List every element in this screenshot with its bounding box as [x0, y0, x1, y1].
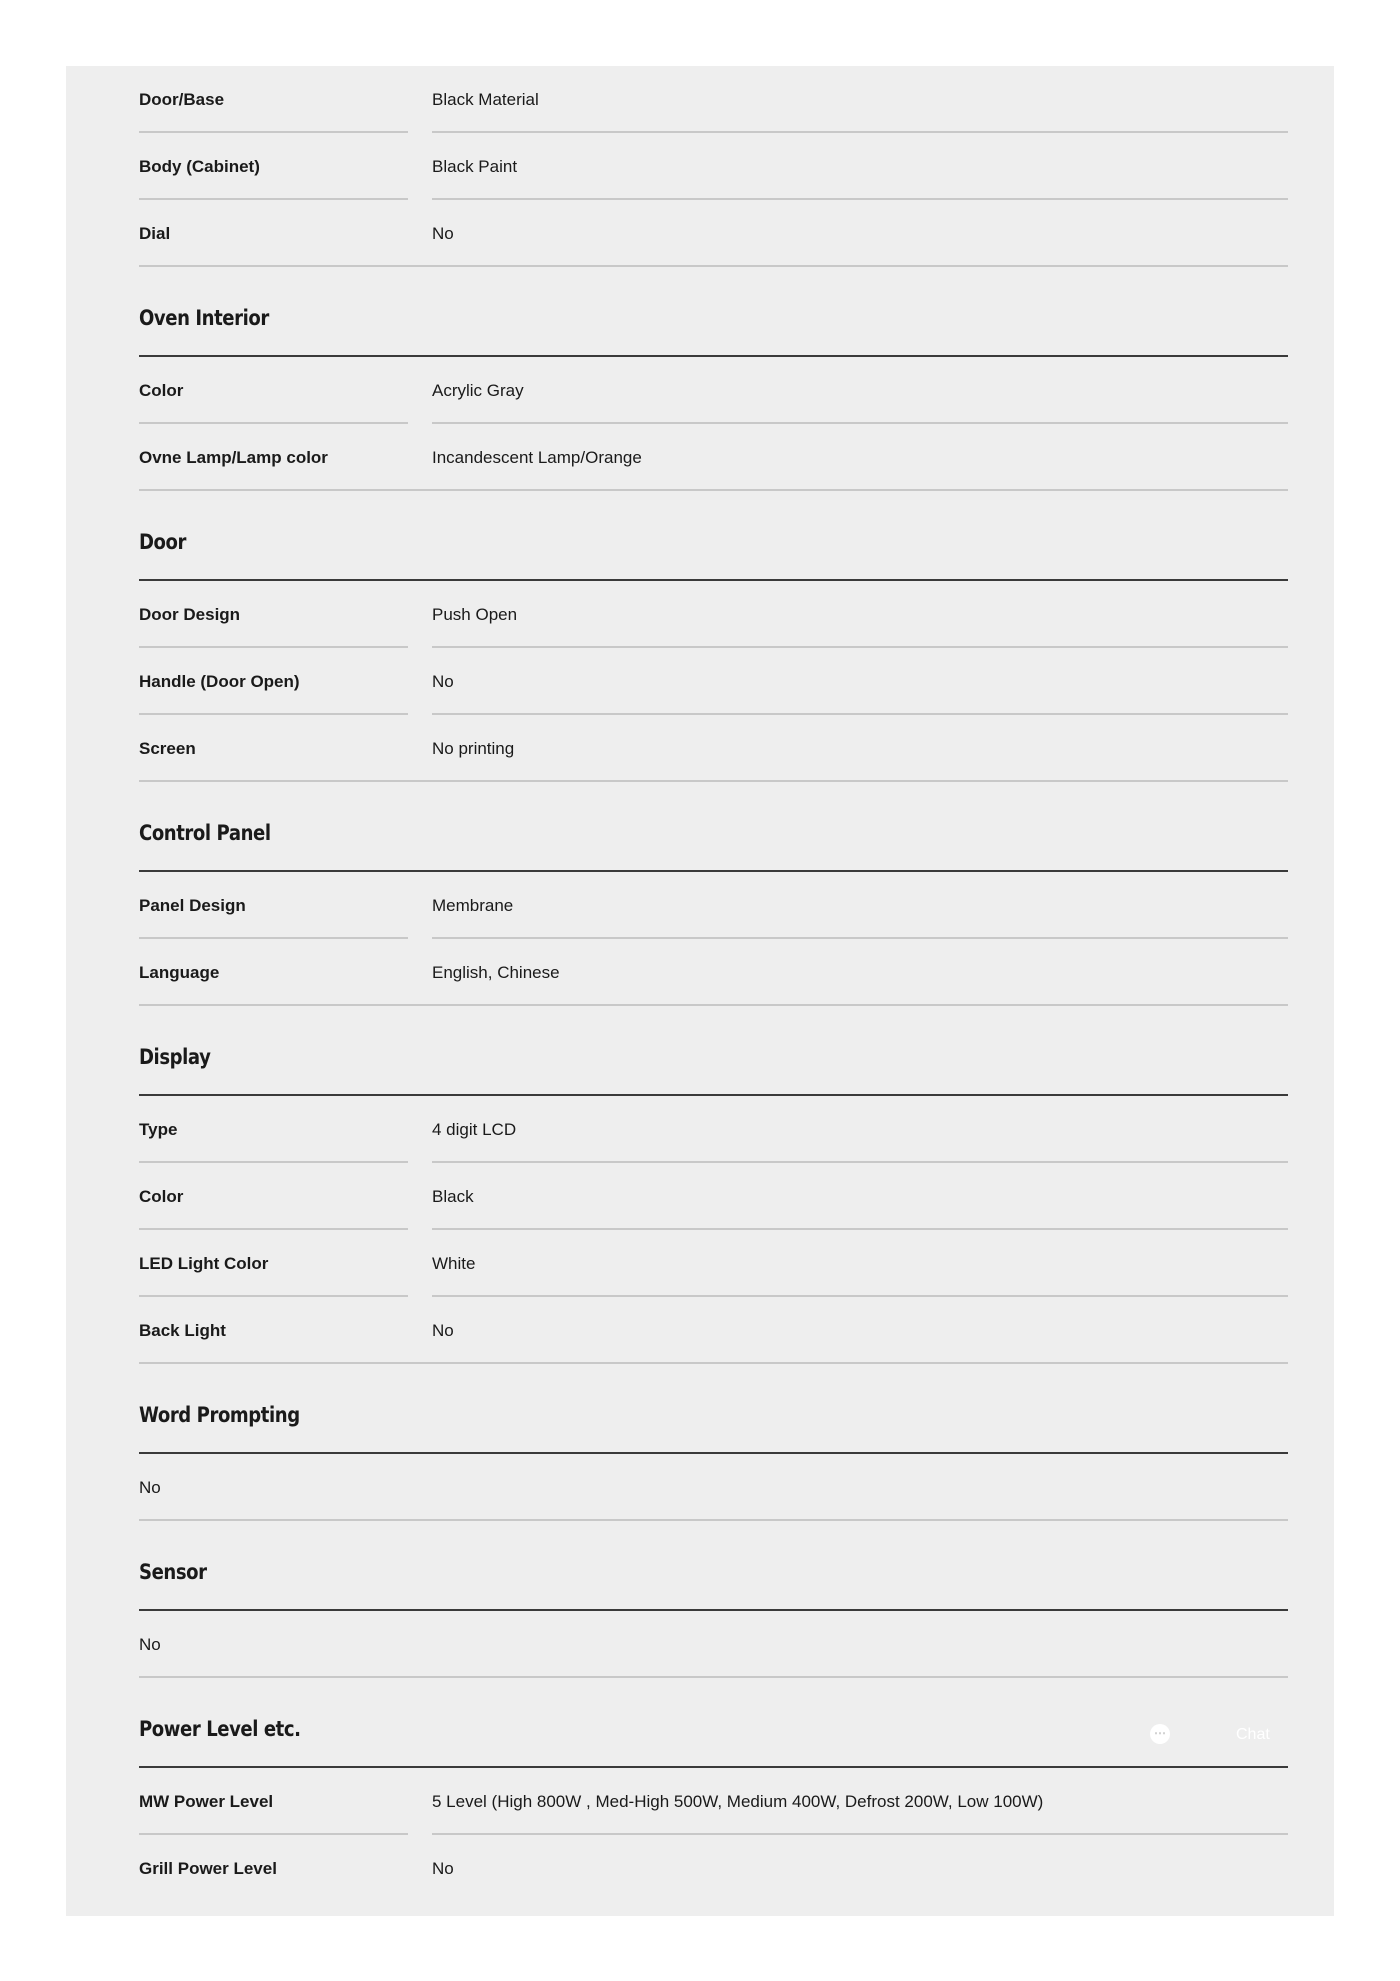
section-header-door — [139, 491, 1288, 581]
spec-label: Panel Design — [139, 896, 246, 915]
spec-value: No — [432, 1321, 454, 1340]
spec-value: Black Paint — [432, 157, 518, 176]
spec-row — [139, 1230, 1288, 1297]
section-title: Word Prompting — [139, 1403, 300, 1427]
spec-label: Grill Power Level — [139, 1859, 277, 1878]
spec-label: Dial — [139, 224, 171, 243]
spec-row — [139, 581, 1288, 648]
spec-row — [139, 1768, 1288, 1835]
section-title: Display — [139, 1045, 211, 1069]
spec-label: Door/Base — [139, 90, 225, 109]
spec-row — [139, 1096, 1288, 1163]
section-header-display — [139, 1006, 1288, 1096]
spec-row — [139, 1835, 1288, 1895]
spec-value: Push Open — [432, 605, 518, 624]
spec-value: No — [432, 1859, 454, 1878]
spec-row — [139, 1454, 1288, 1521]
chat-bubble-icon[interactable]: ⋯ — [1150, 1724, 1170, 1744]
section-header-sensor — [139, 1521, 1288, 1611]
section-title: Oven Interior — [139, 306, 269, 330]
spec-row — [139, 1297, 1288, 1364]
section-title: Power Level etc. — [139, 1717, 301, 1741]
spec-row — [139, 133, 1288, 200]
spec-value: No — [139, 1635, 161, 1654]
spec-row — [139, 357, 1288, 424]
spec-value: No — [432, 672, 454, 691]
spec-label: Language — [139, 963, 220, 982]
section-header-word-prompting — [139, 1364, 1288, 1454]
spec-value: Black Material — [432, 90, 539, 109]
spec-label: MW Power Level — [139, 1792, 274, 1811]
spec-label: LED Light Color — [139, 1254, 269, 1273]
spec-value: English, Chinese — [432, 963, 560, 982]
spec-label: Ovne Lamp/Lamp color — [139, 448, 328, 467]
spec-label: Color — [139, 1187, 184, 1206]
spec-label: Door Design — [139, 605, 241, 624]
spec-row — [139, 872, 1288, 939]
spec-value: 4 digit LCD — [432, 1120, 517, 1139]
section-title: Sensor — [139, 1560, 207, 1584]
spec-row — [139, 200, 1288, 267]
spec-row — [139, 939, 1288, 1006]
spec-label: Color — [139, 381, 184, 400]
section-header-power-level — [139, 1678, 1288, 1768]
spec-value: No — [139, 1478, 161, 1497]
section-header-control-panel — [139, 782, 1288, 872]
spec-panel — [66, 66, 1334, 1916]
spec-row — [139, 648, 1288, 715]
spec-value: No printing — [432, 739, 515, 758]
spec-value: Membrane — [432, 896, 514, 915]
section-title: Control Panel — [139, 821, 271, 845]
spec-row — [139, 715, 1288, 782]
spec-content — [139, 66, 1288, 1895]
spec-label: Screen — [139, 739, 196, 758]
spec-label: Back Light — [139, 1321, 226, 1340]
spec-value: Black — [432, 1187, 474, 1206]
spec-value: No — [432, 224, 454, 243]
chat-widget[interactable] — [1150, 1720, 1290, 1748]
section-header-oven-interior — [139, 267, 1288, 357]
spec-label: Handle (Door Open) — [139, 672, 300, 691]
spec-value: White — [432, 1254, 476, 1273]
spec-label: Body (Cabinet) — [139, 157, 260, 176]
spec-value: Acrylic Gray — [432, 381, 524, 400]
spec-row — [139, 1611, 1288, 1678]
spec-row — [139, 424, 1288, 491]
spec-row — [139, 66, 1288, 133]
spec-value: 5 Level (High 800W , Med-High 500W, Medium 400W, Defrost 200W, Low 100W) — [432, 1792, 1044, 1811]
chat-button-label[interactable]: Chat — [1236, 1726, 1270, 1743]
spec-value: Incandescent Lamp/Orange — [432, 448, 642, 467]
spec-label: Type — [139, 1120, 178, 1139]
section-title: Door — [139, 530, 187, 554]
spec-row — [139, 1163, 1288, 1230]
